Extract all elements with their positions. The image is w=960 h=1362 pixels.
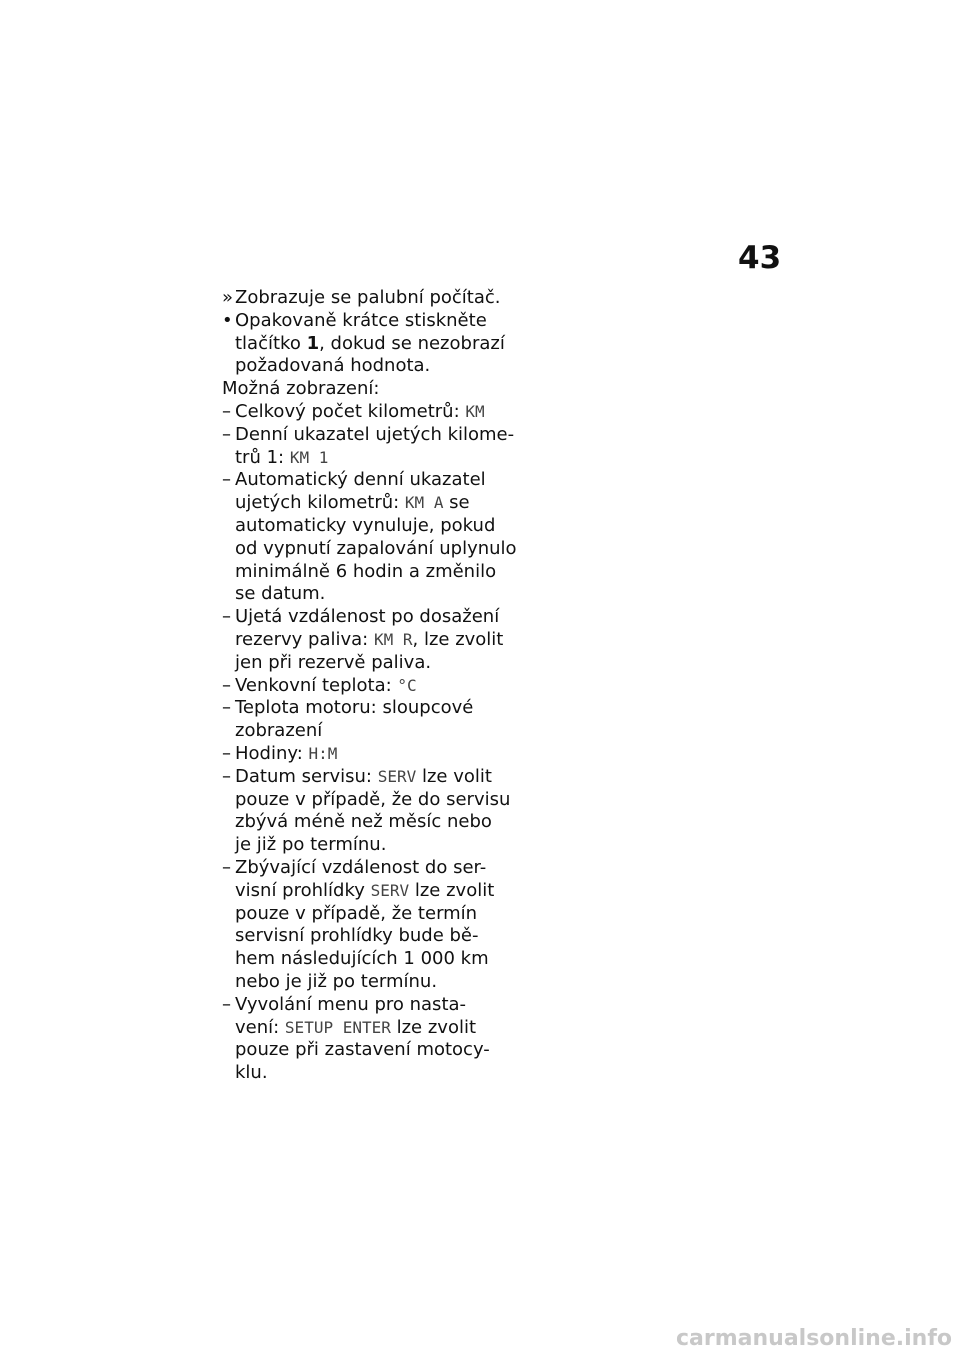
dash-marker: – [222,400,231,422]
text-line [222,789,522,812]
text-segment: požadovaná hodnota. [235,355,431,377]
text-segment: Celkový počet kilometrů: [235,400,466,422]
text-line [222,355,522,378]
text-line [222,857,522,880]
dash-marker: – [222,423,231,445]
dash-marker: – [222,674,231,696]
text-line [222,378,522,401]
text-line [222,606,522,629]
text-segment: Automatický denní ukazatel [235,469,486,491]
text-segment: ujetých kilometrů: [235,492,405,514]
text-segment: Venkovní teplota: [235,674,398,696]
display-readout: KM [465,401,485,421]
text-line [222,834,522,857]
text-segment: Denní ukazatel ujetých kilome- [235,423,515,445]
display-readout: KM 1 [289,447,329,467]
watermark-footer: carmanualsonline.info [676,1326,952,1351]
text-segment: tlačítko [235,332,307,354]
text-line [222,1017,522,1040]
text-line [222,766,522,789]
text-segment: jen při rezervě paliva. [235,651,432,673]
text-segment: se datum. [235,583,326,605]
text-segment: automaticky vynuluje, pokud [235,514,496,536]
text-line [222,675,522,698]
text-segment: Zobrazuje se palubní počítač. [235,287,501,308]
text-segment: pouze v případě, že do servisu [235,788,511,810]
dash-marker: – [222,856,231,878]
text-segment: zobrazení [235,720,323,742]
dash-marker: – [222,993,231,1015]
display-readout: SETUP ENTER [284,1017,391,1037]
text-segment: Teplota motoru: sloupcové [235,697,474,719]
text-line [222,583,522,606]
text-segment: lze volit [416,765,492,787]
text-line [222,515,522,538]
text-segment: od vypnutí zapalování uplynulo [235,537,517,559]
display-readout: °C [397,675,417,695]
text-segment: pouze v případě, že termín [235,902,478,924]
text-line [222,538,522,561]
text-segment: lze zvolit [390,1016,477,1038]
dash-marker: – [222,765,231,787]
text-segment: Zbývající vzdálenost do ser- [235,856,487,878]
text-segment: se [443,492,470,514]
text-line [222,697,522,720]
text-segment: nebo je již po termínu. [235,970,438,992]
text-line [222,652,522,675]
text-line [222,447,522,470]
text-segment: trů 1: [235,446,290,468]
text-segment: , lze zvolit [412,628,504,650]
text-line [222,948,522,971]
text-segment: , dokud se nezobrazí [319,332,505,354]
dash-marker: – [222,697,231,719]
display-readout: SERV [370,880,410,900]
dash-marker: – [222,469,231,491]
text-line [222,880,522,903]
display-readout: KM R [373,629,413,649]
text-segment: klu. [235,1062,268,1084]
text-line [222,401,522,424]
text-segment: Datum servisu: [235,765,378,787]
manual-text-column [222,287,522,1085]
text-segment: zbývá méně než měsíc nebo [235,811,492,833]
bullet-icon: • [222,309,233,331]
text-line [222,1062,522,1085]
text-segment: 1 [306,332,320,354]
page-number: 43 [738,240,782,276]
text-segment: visní prohlídky [235,879,371,901]
text-line [222,720,522,743]
text-segment: Možná zobrazení: [222,378,380,400]
text-line [222,492,522,515]
text-line [222,629,522,652]
text-line [222,743,522,766]
display-readout: H:M [308,743,338,763]
text-line [222,925,522,948]
text-segment: Vyvolání menu pro nasta- [235,993,467,1015]
text-segment: hem následujících 1 000 km [235,948,489,970]
display-readout: KM A [404,493,444,513]
text-segment: pouze při zastavení motocy- [235,1039,490,1061]
text-line [222,287,522,310]
dash-marker: – [222,606,231,628]
text-line [222,469,522,492]
text-segment: Opakovaně krátce stiskněte [235,309,487,331]
text-line [222,333,522,356]
text-line [222,561,522,584]
display-readout: SERV [377,766,417,786]
text-segment: Ujetá vzdálenost po dosažení [235,606,500,628]
text-segment: rezervy paliva: [235,628,374,650]
text-segment: servisní prohlídky bude bě- [235,925,479,947]
text-line [222,994,522,1017]
text-segment: je již po termínu. [235,834,387,856]
text-line [222,310,522,333]
dash-marker: – [222,742,231,764]
result-arrow-icon: » [222,287,234,308]
text-line [222,971,522,994]
text-line [222,424,522,447]
text-line [222,811,522,834]
text-segment: minimálně 6 hodin a změnilo [235,560,497,582]
text-segment: lze zvolit [409,879,495,901]
text-segment: vení: [235,1016,285,1038]
text-line [222,1039,522,1062]
text-segment: Hodiny: [235,742,309,764]
text-line [222,903,522,926]
